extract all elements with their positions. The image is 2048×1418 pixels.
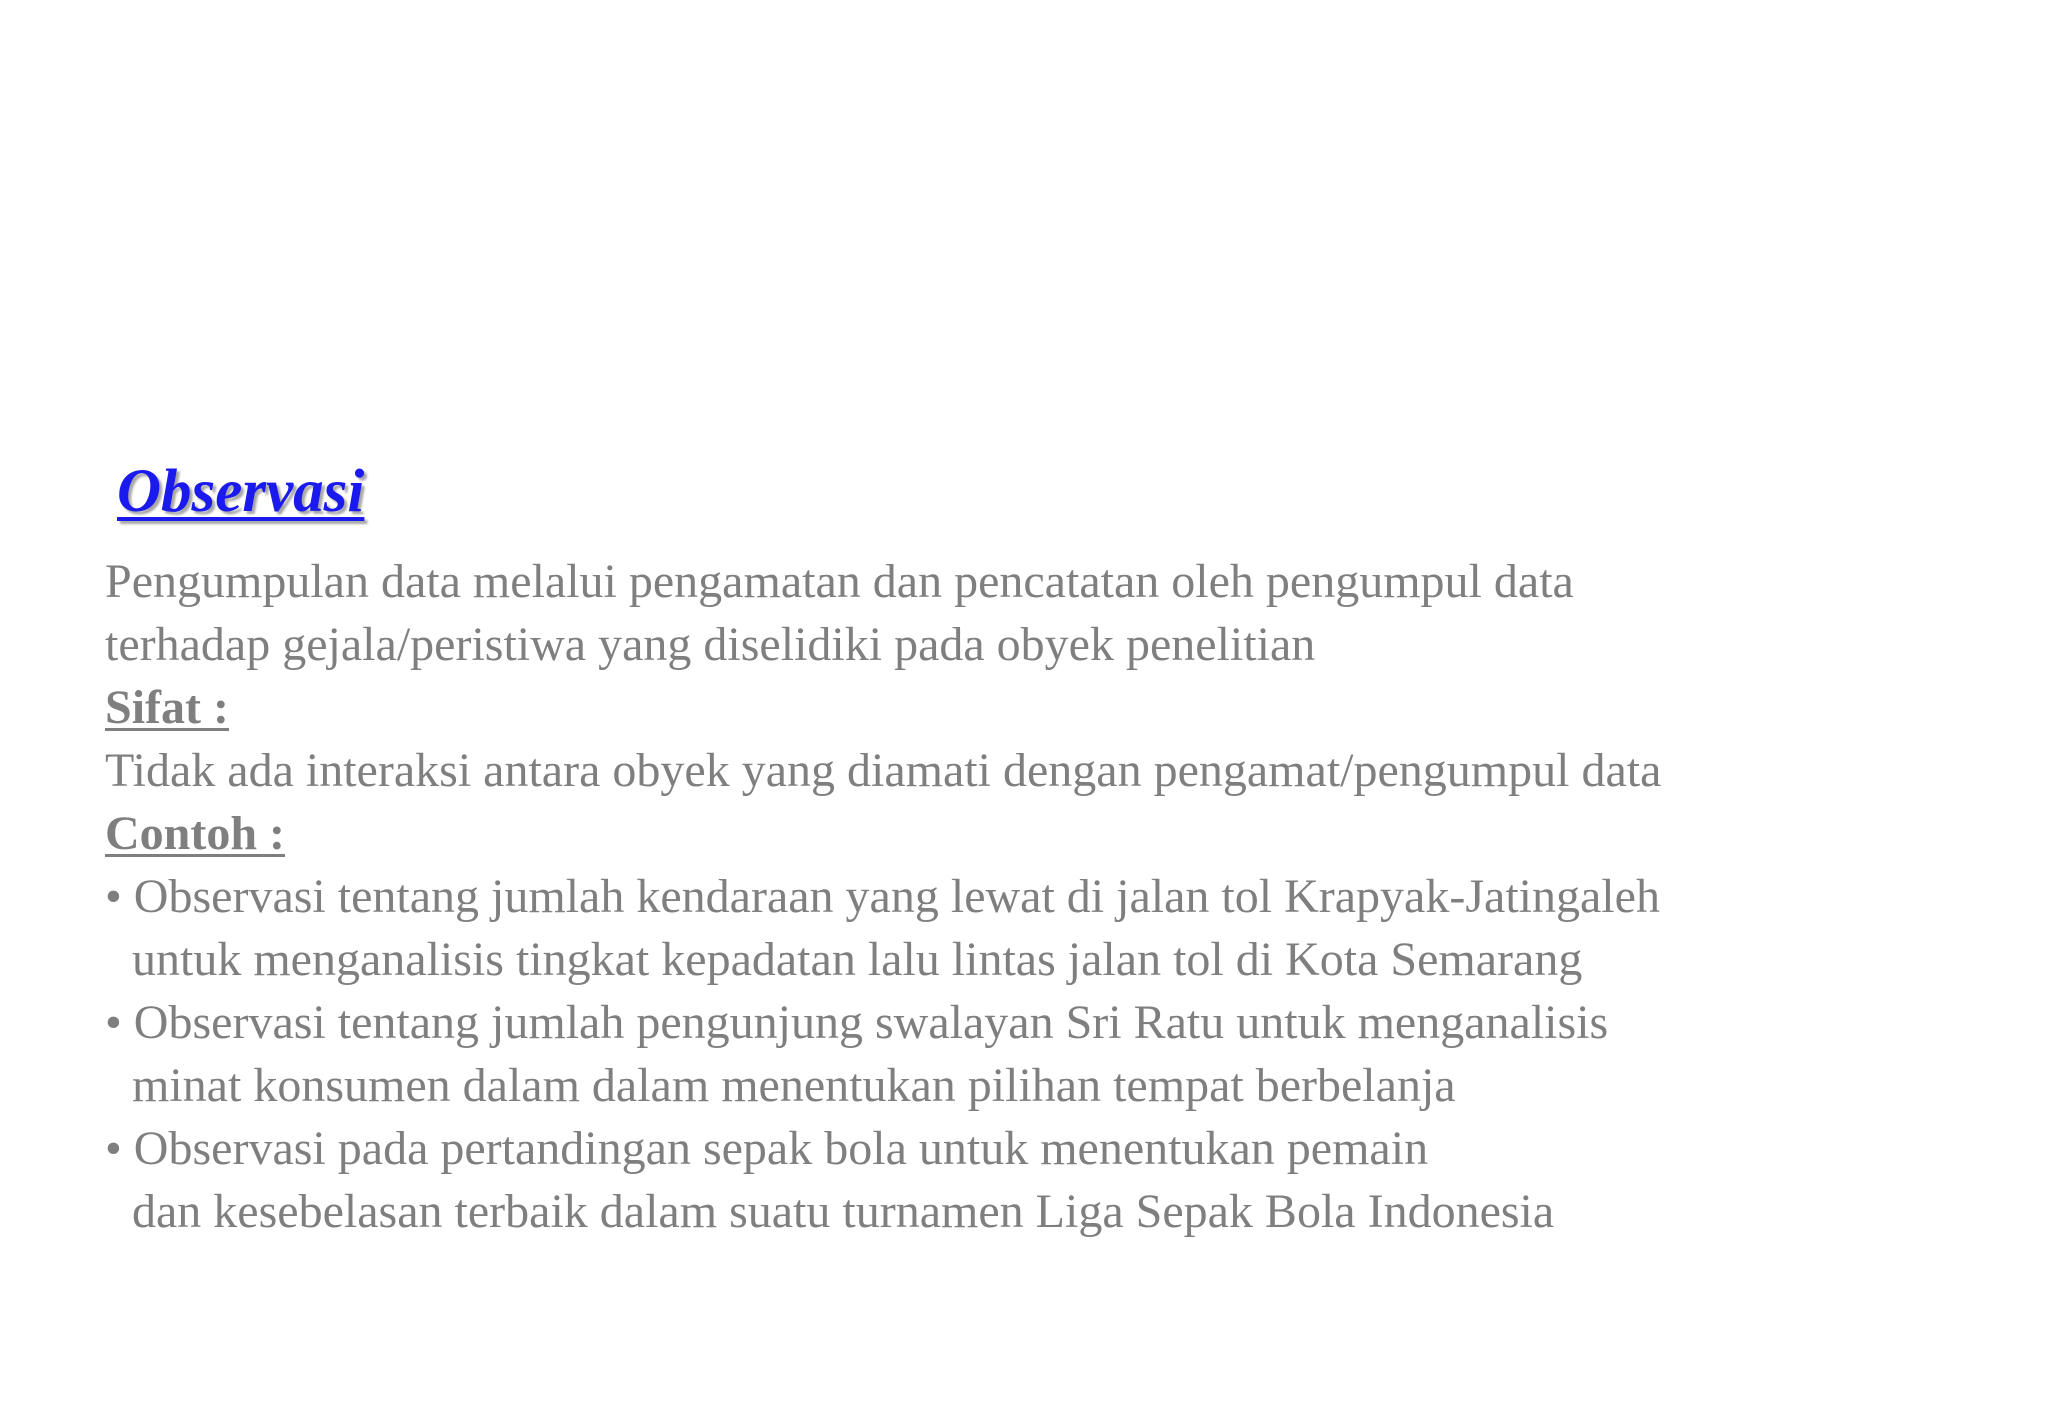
definition-line-1: Pengumpulan data melalui pengamatan dan pencatatan oleh pengumpul data: [105, 555, 1574, 608]
list-item-line-2: minat konsumen dalam dalam menentukan pilihan tempat berbelanja: [132, 1059, 1456, 1112]
list-item: [105, 991, 2005, 1117]
list-item-line-2: dan kesebelasan terbaik dalam suatu turnamen Liga Sepak Bola Indonesia: [132, 1185, 1555, 1238]
list-item: [105, 865, 2005, 991]
list-item: [105, 1117, 2005, 1243]
list-item-line-1: • Observasi pada pertandingan sepak bola untuk menentukan pemain: [105, 1122, 1429, 1175]
slide-content: [105, 550, 2005, 1243]
list-item-line-2: untuk menganalisis tingkat kepadatan lalu lintas jalan tol di Kota Semarang: [132, 933, 1583, 986]
contoh-heading: Contoh :: [105, 807, 286, 860]
definition-line-2: terhadap gejala/peristiwa yang diselidiki pada obyek penelitian: [105, 618, 1316, 671]
list-item-line-1: • Observasi tentang jumlah pengunjung swalayan Sri Ratu untuk menganalisis: [105, 996, 1609, 1049]
contoh-list: [105, 865, 2005, 1243]
slide-title: Observasi: [117, 458, 365, 525]
list-item-line-1: • Observasi tentang jumlah kendaraan yang lewat di jalan tol Krapyak-Jatingaleh: [105, 870, 1660, 923]
sifat-text: Tidak ada interaksi antara obyek yang diamati dengan pengamat/pengumpul data: [105, 744, 1662, 797]
sifat-heading: Sifat :: [105, 681, 229, 734]
